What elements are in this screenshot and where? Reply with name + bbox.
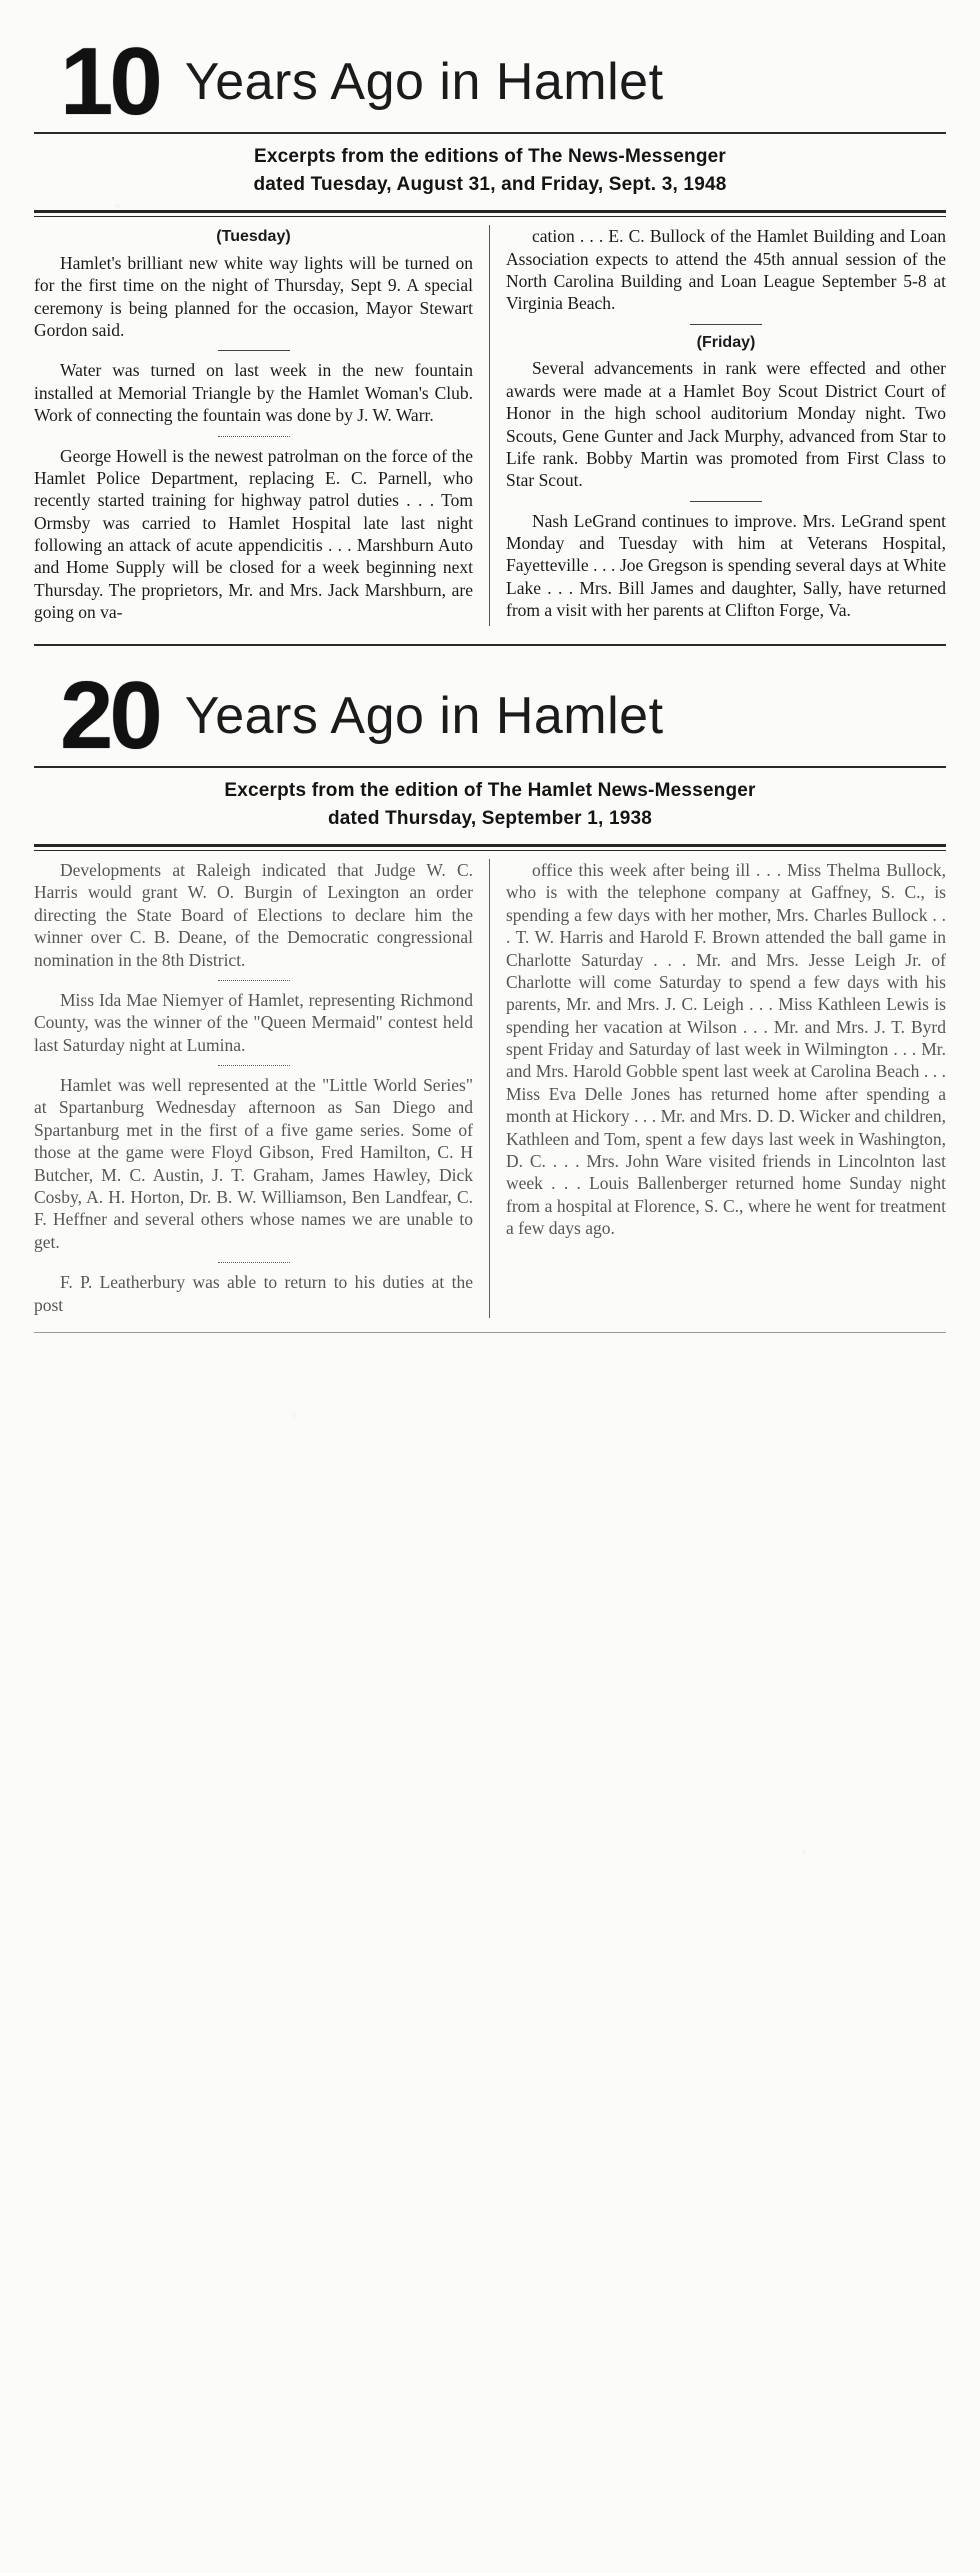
paragraph-divider <box>690 324 762 325</box>
day-label-friday: (Friday) <box>696 333 756 351</box>
column-right-20 <box>490 859 946 1318</box>
section-spacer <box>34 646 946 672</box>
day-label-tuesday: (Tuesday) <box>216 228 291 246</box>
section-divider-rule <box>34 210 946 217</box>
article-paragraph: Hamlet was well represented at the "Little World Series" at Spartanburg Wednesday afternoon as San Diego and Spartanburg met in the first of a five game series. Some of those at the game were Floyd Gibson, Fred Hamilton, C. H Butcher, M. C. Austin, J. T. Graham, James Hawley, Dick Cosby, A. H. Horton, Dr. B. W. Williamson, Ben Landfear, C. F. Heffner and several others whose names we are unable to get. <box>34 1075 473 1252</box>
paragraph-divider <box>218 350 290 351</box>
article-paragraph: office this week after being ill . . . Miss Thelma Bullock, who is with the telephone company at Gaffney, S. C., is spending a few days with her mother, Mrs. Charles Bullock . . . T. W. Harris and Harold F. Brown attended the ball game in Charlotte Saturday . . . Mr. and Mrs. Jesse Leigh Jr. of Charlotte will come Saturday to spend a few days with his parents, Mr. and Mrs. J. C. Leigh . . . Miss Kathleen Lewis is spending her vacation at Wilson . . . Mr. and Mrs. J. T. Byrd spent Friday and Saturday of last week in Wilmington . . . Mr. and Mrs. Harold Gobble spent last week at Carolina Beach . . . Miss Eva Delle Jones has returned home after spending a month at Hickory . . . Mr. and Mrs. D. D. Wicker and children, Kathleen and Tom, spent a few days last week in Washington, D. C. . . . Mrs. John Ware visited friends in Lincolnton last week . . . Louis Ballenberger returned home Sunday night from a hospital at Florence, S. C., where he went for treatment a few days ago. <box>506 859 946 1239</box>
paragraph-divider <box>218 436 290 437</box>
masthead-rule <box>34 132 946 134</box>
section-divider-rule <box>34 844 946 851</box>
article-paragraph: Miss Ida Mae Niemyer of Hamlet, representing Richmond County, was the winner of the "Queen Mermaid" contest held last Saturday night at Lumina. <box>34 989 473 1055</box>
paragraph-divider <box>218 1262 290 1263</box>
columns-20 <box>34 859 946 1318</box>
masthead-10 <box>34 28 946 135</box>
article-paragraph: cation . . . E. C. Bullock of the Hamlet Building and Loan Association expects to attend the 45th annual session of the North Carolina Building and Loan League September 5-8 at Virginia Beach. <box>506 226 946 314</box>
article-paragraph: Hamlet's brilliant new white way lights will be turned on for the first time on the night of Thursday, Sept 9. A special ceremony is being planned for the occasion, Mayor Stewart Gordon said. <box>34 252 473 340</box>
article-paragraph: F. P. Leatherbury was able to return to his duties at the post <box>34 1272 473 1315</box>
columns-10 <box>34 225 946 625</box>
excerpt-line-2: dated Tuesday, August 31, and Friday, Sept. 3, 1948 <box>253 174 727 196</box>
years-number: 10 <box>60 28 159 135</box>
paragraph-divider <box>218 1065 290 1066</box>
section-10-years <box>34 28 946 646</box>
years-number: 20 <box>60 661 159 769</box>
masthead-rule <box>34 766 946 768</box>
paragraph-divider <box>690 501 762 502</box>
excerpt-line-1: Excerpts from the edition of The Hamlet News-Messenger <box>224 779 756 801</box>
column-left-10 <box>34 225 490 625</box>
excerpt-line-1: Excerpts from the editions of The News-Messenger <box>253 146 727 168</box>
column-right-10 <box>490 225 946 625</box>
masthead-title: Years Ago in Hamlet <box>184 53 664 112</box>
article-paragraph: Water was turned on last week in the new fountain installed at Memorial Triangle by the Hamlet Woman's Club. Work of connecting the fountain was done by J. W. Warr. <box>34 360 473 426</box>
article-paragraph: Several advancements in rank were effected and other awards were made at a Hamlet Boy Scout District Court of Honor in the high school auditorium Monday night. Two Scouts, Gene Gunter and Jack Murphy, advanced from Star to Life rank. Bobby Martin was promoted from First Class to Star Scout. <box>506 358 946 491</box>
masthead-20 <box>34 661 946 769</box>
article-paragraph: George Howell is the newest patrolman on the force of the Hamlet Police Department, replacing E. C. Parnell, who recently started training for highway patrol duties . . . Tom Ormsby was carried to Hamlet Hospital late last night following an attack of acute appendicitis . . . Marshburn Auto and Home Supply will be closed for a week beginning next Thursday. The proprietors, Mr. and Mrs. Jack Marshburn, are going on va- <box>34 445 473 623</box>
article-paragraph: Developments at Raleigh indicated that Judge W. C. Harris would grant W. O. Burgin of Lexington an order directing the State Board of Elections to declare him the winner over C. B. Deane, of the Democratic congressional nomination in the 8th District. <box>34 859 473 970</box>
paragraph-divider <box>218 980 290 981</box>
masthead-title: Years Ago in Hamlet <box>184 686 664 745</box>
excerpt-line-2: dated Thursday, September 1, 1938 <box>327 807 653 829</box>
article-paragraph: Nash LeGrand continues to improve. Mrs. LeGrand spent Monday and Tuesday with him at Veterans Hospital, Fayetteville . . . Joe Gregson is spending several days at White Lake . . . Mrs. Bill James and daughter, Sally, have returned from a visit with her parents at Clifton Forge, Va. <box>506 510 946 621</box>
page-bottom-edge <box>34 1332 946 1333</box>
column-left-20 <box>34 859 490 1318</box>
section-20-years <box>34 661 946 1333</box>
